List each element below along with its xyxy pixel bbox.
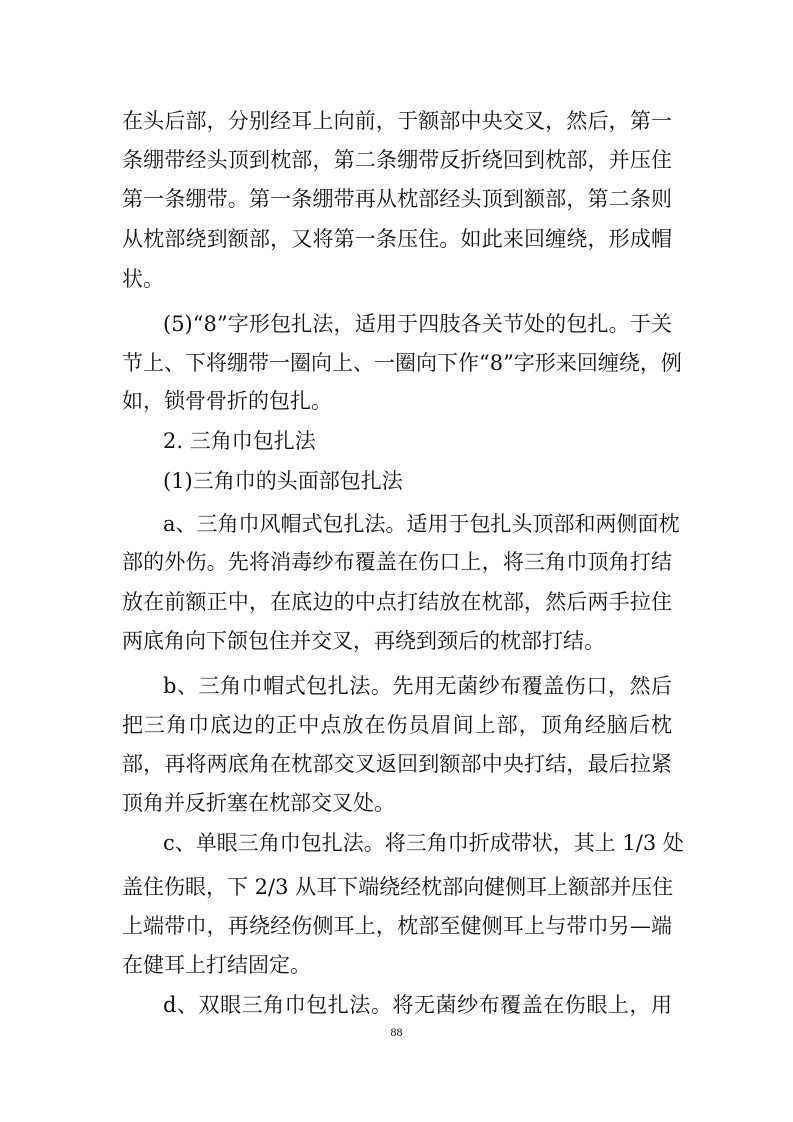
text-line: 如，锁骨骨折的包扎。 [122, 389, 332, 413]
text-line: 部的外伤。先将消毒纱布覆盖在伤口上，将三角巾顶角打结 [122, 550, 672, 574]
text-line: 两底角向下颌包住并交叉，再绕到颈后的枕部打结。 [122, 629, 605, 653]
page-number: 88 [390, 1025, 403, 1039]
text-line: 条绷带经头顶到枕部，第二条绷带反折绕回到枕部，并压住 [122, 148, 672, 172]
text-line: 放在前额正中，在底边的中点打结放在枕部，然后两手拉住 [122, 590, 672, 614]
text-line: a、三角巾风帽式包扎法。适用于包扎头顶部和两侧面枕 [163, 512, 680, 536]
text-line: 状。 [122, 267, 164, 291]
text-line: 在健耳上打结固定。 [122, 953, 311, 977]
text-line: 第一条绷带。第一条绷带再从枕部经头顶到额部，第二条则 [122, 187, 672, 211]
text-line: 顶角并反折塞在枕部交叉处。 [122, 791, 395, 815]
text-line: (5)“8”字形包扎法，适用于四肢各关节处的包扎。于关 [163, 312, 672, 336]
text-line: d、双眼三角巾包扎法。将无菌纱布覆盖在伤眼上，用 [163, 993, 672, 1017]
text-line: 上端带巾，再绕经伤侧耳上，枕部至健侧耳上与带巾另—端 [122, 914, 672, 938]
text-line: 节上、下将绷带一圈向上、一圈向下作“8”字形来回缠绕，例 [122, 351, 682, 375]
text-line: 在头后部，分别经耳上向前，于额部中央交叉，然后，第一 [122, 109, 672, 133]
text-line: c、单眼三角巾包扎法。将三角巾折成带状，其上 1/3 处 [163, 831, 684, 855]
text-line: b、三角巾帽式包扎法。先用无菌纱布覆盖伤口，然后 [163, 674, 672, 698]
text-line: 部，再将两底角在枕部交叉返回到额部中央打结，最后拉紧 [122, 752, 672, 776]
text-line: 从枕部绕到额部，又将第一条压住。如此来回缠绕，形成帽 [122, 227, 672, 251]
text-line: 盖住伤眼，下 2/3 从耳下端绕经枕部向健侧耳上额部并压住 [122, 875, 674, 899]
text-line: 把三角巾底边的正中点放在伤员眉间上部，顶角经脑后枕 [122, 713, 672, 737]
section-heading: 2. 三角巾包扎法 [163, 429, 316, 453]
subsection-heading: (1)三角巾的头面部包扎法 [163, 469, 403, 493]
